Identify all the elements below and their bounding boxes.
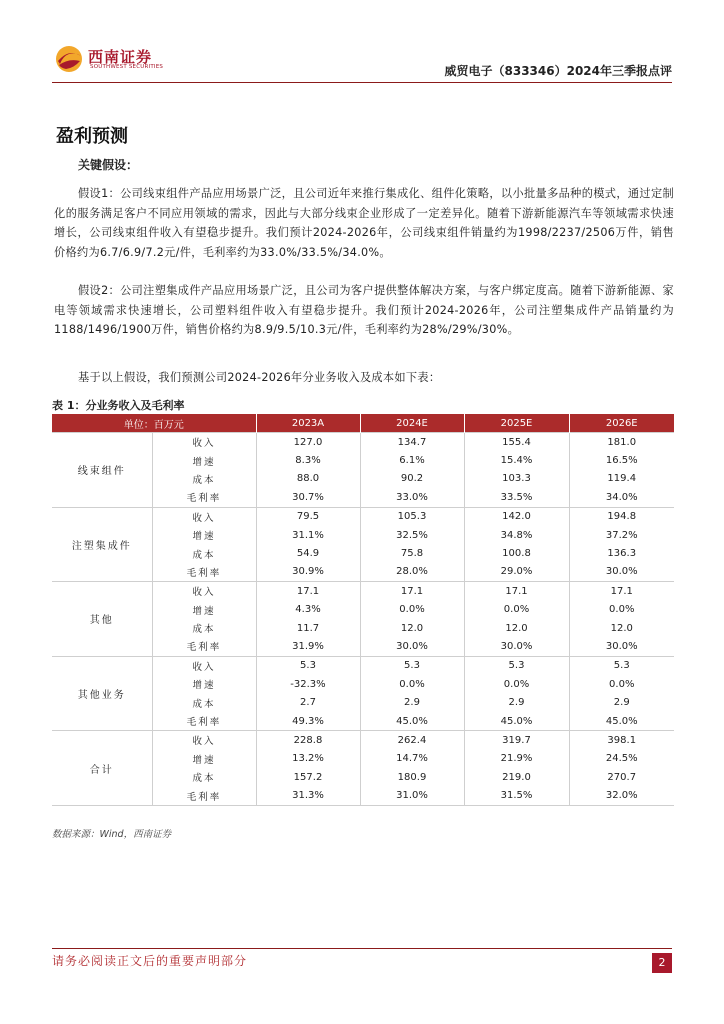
table-cell: 30.0%	[464, 637, 569, 656]
table-cell: 45.0%	[464, 712, 569, 731]
table-cell: 33.5%	[464, 488, 569, 507]
footer-divider	[52, 948, 672, 949]
table-cell: 180.9	[360, 768, 464, 786]
table-cell: 11.7	[256, 619, 360, 637]
table-cell: 17.1	[256, 582, 360, 601]
table-cell: 119.4	[607, 473, 637, 485]
table-cell: 2.7	[256, 693, 360, 711]
table-cell: 5.3	[360, 656, 464, 675]
table-cell: 228.8	[256, 731, 360, 750]
table-cell: 33.0%	[360, 488, 464, 507]
table-cell: 79.5	[256, 507, 360, 526]
table-cell: -32.3%	[256, 675, 360, 693]
table-cell: 5.3	[256, 656, 360, 675]
column-header: 2023A	[256, 414, 360, 433]
metric-label: 增速	[152, 601, 256, 619]
table-cell: 14.7%	[360, 750, 464, 768]
table-row	[52, 656, 674, 675]
metric-label: 增速	[152, 750, 256, 768]
table-caption: 表 1：分业务收入及毛利率	[52, 399, 185, 412]
segment-forecast-table	[52, 414, 674, 806]
metric-label: 收入	[152, 582, 256, 601]
table-cell: 103.3	[464, 470, 569, 488]
segment-name: 线束组件	[52, 433, 152, 508]
table-cell: 100.8	[464, 544, 569, 562]
column-header: 2026E	[569, 414, 674, 433]
table-cell: 30.0%	[605, 640, 638, 652]
table-cell: 29.0%	[464, 563, 569, 582]
table-cell: 270.7	[607, 771, 637, 783]
metric-label: 毛利率	[152, 637, 256, 656]
metric-label: 增速	[152, 526, 256, 544]
table-cell: 31.1%	[256, 526, 360, 544]
table-row	[52, 731, 674, 750]
table-cell: 37.2%	[605, 529, 638, 541]
table-cell: 54.9	[256, 544, 360, 562]
table-cell: 127.0	[256, 433, 360, 452]
table-cell: 0.0%	[464, 675, 569, 693]
table-cell: 2.9	[464, 693, 569, 711]
key-assumptions-heading: 关键假设：	[78, 158, 139, 172]
metric-label: 毛利率	[152, 488, 256, 507]
table-cell: 30.0%	[605, 566, 638, 578]
table-cell: 32.5%	[360, 526, 464, 544]
table-cell: 17.1	[464, 582, 569, 601]
table-cell: 24.5%	[605, 753, 638, 765]
table-cell: 4.3%	[256, 601, 360, 619]
assumption-2-paragraph: 假设2：公司注塑集成件产品应用场景广泛，且公司为客户提供整体解决方案，与客户绑定度高。随着下游新能源、家电等领域需求快速增长，公司塑料组件收入有望稳步提升。我们预计2024-2026年，公司注塑集成件产品销量约为1188/1496/1900万件，销售价格约为8.9/9.5/10.3元/件，毛利率约为28%/29%/30%。	[54, 284, 674, 336]
metric-label: 毛利率	[152, 786, 256, 805]
metric-label: 增速	[152, 675, 256, 693]
table-cell: 5.3	[464, 656, 569, 675]
table-cell: 45.0%	[605, 715, 638, 727]
table-cell: 15.4%	[464, 451, 569, 469]
table-cell: 88.0	[256, 470, 360, 488]
metric-label: 收入	[152, 656, 256, 675]
table-row	[52, 507, 674, 526]
brand-name-en: SOUTHWEST SECURITIES	[90, 64, 164, 70]
header-divider	[52, 82, 672, 83]
table-cell: 32.0%	[605, 790, 638, 802]
table-cell: 21.9%	[464, 750, 569, 768]
metric-label: 毛利率	[152, 563, 256, 582]
table-cell: 16.5%	[605, 455, 638, 467]
segment-name: 合计	[52, 731, 152, 806]
metric-label: 增速	[152, 451, 256, 469]
unit-label-header: 单位：百万元	[52, 414, 256, 433]
segment-name: 其他	[52, 582, 152, 657]
table-cell: 2.9	[360, 693, 464, 711]
table-cell: 28.0%	[360, 563, 464, 582]
report-header-title: 威贸电子（833346）2024年三季报点评	[444, 64, 672, 78]
table-row	[52, 433, 674, 452]
assumption-1-paragraph: 假设1：公司线束组件产品应用场景广泛，且公司近年来推行集成化、组件化策略，以小批量多品种的模式，通过定制化的服务满足客户不同应用领域的需求，因此与大部分线束企业形成了一定差异化。随着下游新能源汽车等领域需求快速增长，公司线束组件收入有望稳步提升。我们预计2024-2026年，公司线束组件销量约为1998/2237/2506万件，销售价格约为6.7/6.9/7.2元/件，毛利率约为33.0%/33.5%/34.0%。	[54, 187, 674, 259]
metric-label: 成本	[152, 768, 256, 786]
table-cell: 2.9	[613, 697, 630, 709]
column-header: 2025E	[464, 414, 569, 433]
table-row	[52, 582, 674, 601]
table-cell: 31.9%	[256, 637, 360, 656]
table-cell: 30.0%	[360, 637, 464, 656]
table-cell: 0.0%	[609, 604, 635, 616]
table-cell: 31.3%	[256, 786, 360, 805]
segment-name: 其他业务	[52, 656, 152, 731]
table-cell: 8.3%	[256, 451, 360, 469]
table-cell: 17.1	[569, 582, 674, 601]
table-cell: 12.0	[610, 622, 633, 634]
table-cell: 12.0	[464, 619, 569, 637]
table-cell: 30.7%	[256, 488, 360, 507]
table-cell: 17.1	[360, 582, 464, 601]
table-cell: 319.7	[464, 731, 569, 750]
metric-label: 成本	[152, 693, 256, 711]
brand-name: 西南证券	[88, 48, 153, 66]
table-cell: 12.0	[360, 619, 464, 637]
table-cell: 142.0	[464, 507, 569, 526]
table-cell: 0.0%	[609, 678, 635, 690]
table-cell: 90.2	[360, 470, 464, 488]
table-cell: 0.0%	[360, 601, 464, 619]
table-cell: 45.0%	[360, 712, 464, 731]
disclaimer-note: 请务必阅读正文后的重要声明部分	[52, 954, 248, 968]
table-cell: 219.0	[464, 768, 569, 786]
table-cell: 6.1%	[360, 451, 464, 469]
table-cell: 31.5%	[464, 786, 569, 805]
table-cell: 155.4	[464, 433, 569, 452]
table-cell: 49.3%	[256, 712, 360, 731]
metric-label: 成本	[152, 544, 256, 562]
table-cell: 136.3	[607, 548, 637, 560]
summary-paragraph: 基于以上假设，我们预测公司2024-2026年分业务收入及成本如下表：	[78, 371, 441, 384]
table-cell: 5.3	[569, 656, 674, 675]
table-cell: 157.2	[256, 768, 360, 786]
metric-label: 收入	[152, 731, 256, 750]
table-header-row	[52, 414, 674, 433]
column-header: 2024E	[360, 414, 464, 433]
metric-label: 收入	[152, 507, 256, 526]
table-cell: 34.8%	[464, 526, 569, 544]
table-cell: 30.9%	[256, 563, 360, 582]
table-cell: 181.0	[569, 433, 674, 452]
table-cell: 194.8	[569, 507, 674, 526]
table-cell: 0.0%	[360, 675, 464, 693]
table-cell: 262.4	[360, 731, 464, 750]
table-cell: 13.2%	[256, 750, 360, 768]
metric-label: 成本	[152, 619, 256, 637]
metric-label: 毛利率	[152, 712, 256, 731]
brand-emblem-icon	[54, 44, 84, 74]
table-cell: 75.8	[360, 544, 464, 562]
data-source-note: 数据来源：Wind，西南证券	[52, 829, 172, 840]
page-number: 2	[652, 953, 672, 973]
metric-label: 收入	[152, 433, 256, 452]
section-title: 盈利预测	[56, 126, 128, 147]
table-cell: 105.3	[360, 507, 464, 526]
brand-logo	[54, 42, 164, 76]
table-cell: 134.7	[360, 433, 464, 452]
segment-name: 注塑集成件	[52, 507, 152, 582]
table-cell: 31.0%	[360, 786, 464, 805]
metric-label: 成本	[152, 470, 256, 488]
table-cell: 0.0%	[464, 601, 569, 619]
table-cell: 398.1	[569, 731, 674, 750]
table-cell: 34.0%	[605, 491, 638, 503]
